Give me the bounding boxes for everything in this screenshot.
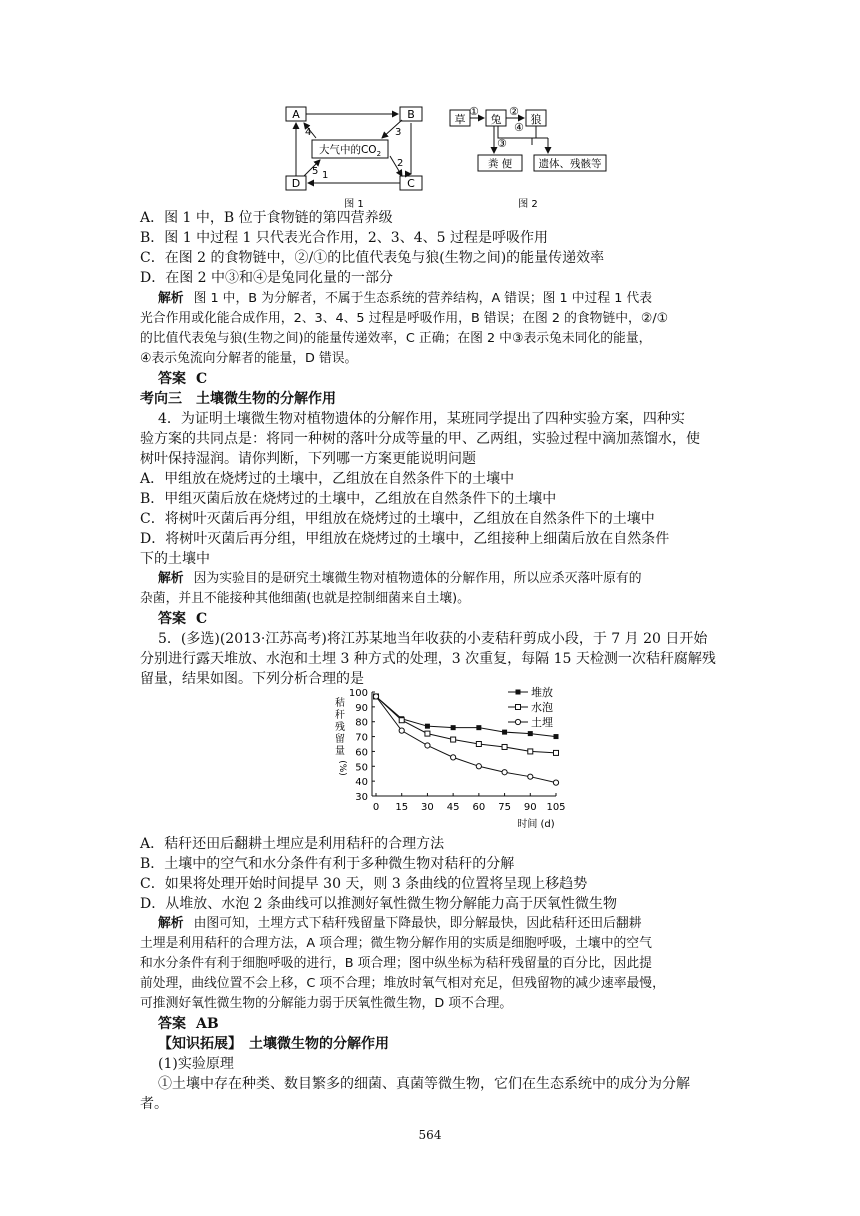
q4-explanation-line-1: 解析 因为实验目的是研究土壤微生物对植物遗体的分解作用，所以应杀灭落叶原有的 [158, 571, 642, 586]
legend-label-1: 水泡 [531, 701, 553, 714]
y-tick-label: 90 [355, 702, 368, 714]
x-axis-label: 时间 (d) [517, 819, 555, 830]
page-number: 564 [418, 1128, 442, 1142]
x-tick-label: 30 [421, 802, 434, 813]
x-tick-label: 105 [546, 802, 566, 813]
data-point-0 [451, 725, 456, 730]
legend-marker-1 [516, 705, 521, 710]
data-point-0 [554, 734, 559, 739]
q4-stem-line-3: 树叶保持湿润。请你判断，下列哪一方案更能说明问题 [140, 451, 476, 467]
arrow-label-4: 4 [305, 127, 312, 138]
q5-option-d: D．从堆放、水泡 2 条曲线可以推测好氧性微生物分解能力高于厌氧性微生物 [140, 896, 618, 912]
remains-label: 遗体、残骸等 [538, 158, 602, 170]
q3-explanation-line-2: 光合作用或化能合成作用，2、3、4、5 过程是呼吸作用，B 错误；在图 2 的食物链中，②/① [140, 311, 669, 326]
co2-label: 大气中的$CO_2$ [318, 144, 382, 158]
grass-label: 草 [454, 113, 466, 126]
arrow-label-2: 2 [397, 158, 404, 169]
data-point-0 [502, 730, 507, 735]
x-tick-label: 75 [498, 802, 511, 813]
circle-2-label: ② [509, 105, 519, 118]
q4-stem-line-1: 4．为证明土壤微生物对植物遗体的分解作用，某班同学提出了四种实验方案，四种实 [158, 411, 685, 427]
data-point-2 [502, 770, 507, 775]
y-axis-label-char: 量 [335, 746, 345, 757]
q3-option-b: B．图 1 中过程 1 只代表光合作用，2、3、4、5 过程是呼吸作用 [140, 230, 548, 246]
node-a-label: A [292, 108, 300, 121]
data-point-2 [425, 743, 430, 748]
q3-explanation-label: 解析 [158, 291, 184, 306]
data-point-2 [451, 755, 456, 760]
figure-1-caption: 图 1 [344, 199, 364, 210]
data-point-0 [425, 724, 430, 729]
node-c-label: C [407, 177, 415, 190]
q5-explanation-line-2: 土埋是利用秸秆的合理方法，A 项合理；微生物分解作用的实质是细胞呼吸，土壤中的空气 [140, 936, 652, 951]
q3-answer: 答案 C [158, 371, 208, 387]
knowledge-title: 【知识拓展】 土壤微生物的分解作用 [158, 1036, 389, 1052]
knowledge-line-2: 者。 [140, 1096, 168, 1112]
figure-2-food-chain-diagram [448, 104, 610, 210]
q5-stem-line-3: 留量，结果如图。下列分析合理的是 [140, 671, 364, 687]
data-point-2 [373, 694, 378, 699]
y-tick-label: 100 [348, 688, 368, 699]
wolf-label: 狼 [530, 113, 542, 126]
q3-explanation-line-4: ④表示兔流向分解者的能量，D 错误。 [140, 351, 358, 366]
data-point-2 [399, 728, 404, 733]
x-tick-label: 90 [523, 802, 537, 813]
q5-option-a: A．秸秆还田后翻耕土埋应是利用秸秆的合理方法 [140, 836, 445, 852]
q5-explanation-line-5: 可推测好氧性微生物的分解能力弱于厌氧性微生物，D 项不合理。 [140, 996, 513, 1011]
x-tick-label: 15 [395, 802, 409, 813]
circle-1-label: ① [469, 105, 479, 118]
circle-4-label: ④ [514, 121, 524, 134]
arrow-label-5: 5 [312, 166, 319, 177]
legend-label-2: 土埋 [531, 716, 553, 729]
data-point-2 [553, 780, 558, 785]
y-tick-label: 70 [355, 732, 368, 744]
feces-label: 粪 便 [487, 158, 513, 170]
y-axis-label-char: 留 [335, 734, 345, 745]
data-point-1 [476, 742, 481, 747]
y-tick-label: 50 [355, 762, 368, 774]
q4-answer: 答案 C [158, 611, 208, 627]
node-b-label: B [407, 108, 415, 121]
q5-stem-line-1: 5．(多选)(2013·江苏高考)将江苏某地当年收获的小麦秸秆剪成小段，于 7 月 20 日开始 [158, 631, 708, 647]
q5-option-c: C．如果将处理开始时间提早 30 天，则 3 条曲线的位置将呈现上移趋势 [140, 876, 588, 892]
x-tick-label: 0 [372, 802, 380, 813]
q5-explanation-line-4: 前处理，曲线位置不会上移，C 项不合理；堆放时氧气相对充足，但残留物的减少速率最慢， [140, 976, 665, 991]
x-tick-label: 60 [472, 802, 486, 813]
data-point-1 [554, 750, 559, 755]
q5-option-b: B．土壤中的空气和水分条件有利于多种微生物对秸秆的分解 [140, 856, 515, 872]
data-point-1 [399, 718, 404, 723]
data-point-0 [476, 725, 481, 730]
q3-explanation-line-1: 解析 图 1 中，B 为分解者，不属于生态系统的营养结构，A 错误；图 1 中过程 1 代表 [158, 291, 653, 306]
y-axis-label-char: 残 [335, 722, 345, 733]
y-tick-label: 60 [355, 747, 368, 759]
rabbit-label: 兔 [490, 113, 502, 126]
knowledge-line-1: ①土壤中存在种类、数目繁多的细菌、真菌等微生物，它们在生态系统中的成分为分解 [158, 1076, 690, 1092]
legend-label-0: 堆放 [531, 686, 553, 699]
q5-answer: 答案 AB [158, 1016, 219, 1032]
q4-explanation-line-2: 杂菌，并且不能接种其他细菌(也就是控制细菌来自土壤)。 [140, 591, 470, 606]
data-point-1 [528, 749, 533, 754]
y-axis-label-char: 秆 [335, 710, 345, 721]
node-d-label: D [291, 177, 301, 190]
x-tick-label: 45 [446, 802, 460, 813]
q5-explanation-line-1: 解析 由图可知，土埋方式下秸秆残留量下降最快，即分解最快，因此秸秆还田后翻耕 [158, 916, 642, 931]
q4-option-a: A．甲组放在烧烤过的土壤中，乙组放在自然条件下的土壤中 [140, 471, 515, 487]
q3-option-d: D．在图 2 中③和④是兔同化量的一部分 [140, 270, 394, 286]
data-point-2 [528, 774, 533, 779]
q4-option-c: C．将树叶灭菌后再分组，甲组放在烧烤过的土壤中，乙组放在自然条件下的土壤中 [140, 511, 655, 527]
figure-2-caption: 图 2 [518, 199, 538, 210]
q4-stem-line-2: 验方案的共同点是：将同一种树的落叶分成等量的甲、乙两组，实验过程中滴加蒸馏水，使 [140, 431, 700, 447]
q3-option-a: A．图 1 中，B 位于食物链的第四营养级 [140, 210, 393, 226]
section-3-title: 考向三 土壤微生物的分解作用 [140, 391, 336, 407]
q4-option-d: D．将树叶灭菌后再分组，甲组放在烧烤过的土壤中，乙组接种上细菌后放在自然条件 [140, 531, 670, 547]
legend-marker-0 [516, 690, 521, 695]
data-point-2 [476, 764, 481, 769]
data-point-1 [451, 737, 456, 742]
y-tick-label: 40 [355, 777, 368, 789]
arrow-label-3: 3 [395, 127, 402, 138]
data-point-0 [528, 731, 533, 736]
knowledge-subtitle: (1)实验原理 [158, 1056, 234, 1072]
legend-marker-2 [515, 719, 520, 724]
y-axis-label-char: 秸 [335, 698, 345, 709]
straw-residue-line-chart [328, 684, 598, 834]
data-point-1 [502, 744, 507, 749]
y-tick-label: 30 [355, 792, 368, 803]
series-line-2 [376, 696, 556, 782]
circle-3-label: ③ [497, 137, 507, 150]
series-line-1 [376, 696, 556, 752]
q5-stem-line-2: 分别进行露天堆放、水泡和土埋 3 种方式的处理，3 次重复，每隔 15 天检测一次秸秆腐解残 [140, 651, 716, 667]
q3-explanation-line-3: 的比值代表兔与狼(生物之间)的能量传递效率，C 正确；在图 2 中③表示兔未同化的能量， [140, 331, 652, 346]
y-axis-unit: (%) [337, 760, 347, 776]
arrow-label-1: 1 [322, 170, 329, 181]
data-point-1 [425, 731, 430, 736]
y-tick-label: 80 [355, 717, 368, 729]
q4-option-d-cont: 下的土壤中 [140, 551, 210, 567]
q3-option-c: C．在图 2 的食物链中，②/①的比值代表兔与狼(生物之间)的能量传递效率 [140, 250, 605, 266]
figure-1-carbon-cycle-diagram [282, 104, 432, 210]
q4-option-b: B．甲组灭菌后放在烧烤过的土壤中，乙组放在自然条件下的土壤中 [140, 491, 557, 507]
q5-explanation-line-3: 和水分条件有利于细胞呼吸的进行，B 项合理；图中纵坐标为秸秆残留量的百分比，因此提 [140, 956, 652, 971]
